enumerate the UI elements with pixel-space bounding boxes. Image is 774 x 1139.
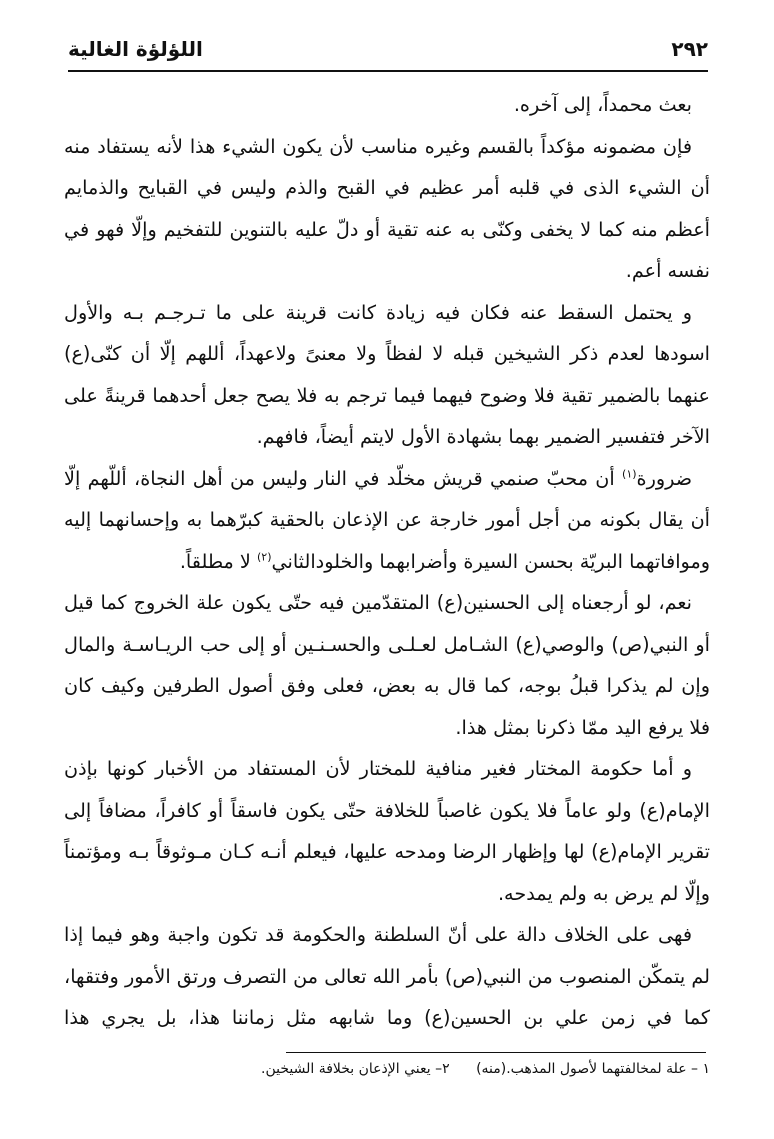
- paragraph-3: و يحتمل السقط عنه فكان فيه زيادة كانت قرينة على ما تـرجـم بـه والأول اسودها لعدم ذكر الشيخين قبله لا لفظاً ولا معنىً ولاعهداً، أللهم إلّا أن كنّى(ع) عنهما بالضمير تقية فلا وضوح فيهما فيما ترجم به فلا يصح جعل أحدهما قرينةً على الآخر فتفسير الضمير بهما بشهادة الأول لايتم أيضاً، فافهم.: [64, 300, 710, 448]
- footnote-1: ١ – علة لمخالفتهما لأصول المذهب.(منه): [476, 1061, 710, 1077]
- paragraph-1: بعث محمداً، إلى آخره.: [513, 93, 692, 116]
- paragraph-4: [64, 458, 710, 583]
- paragraph-5: نعم، لو أرجعناه إلى الحسنين(ع) المتقدّمين فيه حتّى يكون علة الخروج كما قيل أو النبي(ص) والوصي(ع) الشـامل لعـلـى والحسـنـين أو إلى حب الريـاسـة والمال وإن لم يذكرا قبلُ بوجه، كما قال به بعض، فعلى وفق أصول الطرفين وكيف كان فلا يرفع اليد ممّا ذكرنا بمثل هذا.: [64, 591, 710, 739]
- footnote-ref-1[interactable]: (١): [622, 467, 637, 481]
- paragraph-4-middle: أن محبّ صنمي قريش مخلّد في النار وليس من أهل النجاة، أللّهم إلّا أن يقال بكونه من أجل أمور خارجة عن الإذعان بالحقية كبرّهما به وإحسانهما إليه وموافاتهما البريّة بحسن السيرة وأضرابهما والخلودالثاني: [64, 466, 710, 573]
- paragraph-7: فهى على الخلاف دالة على أنّ السلطنة والحكومة قد تكون واجبة وهو فيما إذا لم يتمكّن المنصوب من النبي(ص) بأمر الله تعالى من التصرف ورتق الأمور وفتقها، كما في زمن علي بن الحسين(ع) وما شابهه مثل زماننا هذا، بل يجري هذا: [64, 923, 710, 1029]
- body-text: [64, 84, 710, 1039]
- book-title: اللؤلؤة الغالية: [68, 37, 203, 61]
- footnote-ref-2[interactable]: (٢): [256, 550, 272, 564]
- footnote-2: ٢– يعني الإذعان بخلافة الشيخين.: [261, 1061, 450, 1077]
- header-divider: [68, 70, 708, 72]
- running-header: [68, 30, 708, 68]
- paragraph-4-start: ضرورة: [636, 466, 692, 490]
- footnotes: [64, 1058, 710, 1080]
- paragraph-6: و أما حكومة المختار فغير منافية للمختار لأن المستفاد من الأخبار كونها بإذن الإمام(ع) ولو عاماً فلا يكون غاصباً للخلافة حتّى يكون فاسقاً أو كافراً، مضافاً إلى تقرير الإمام(ع) لها وإظهار الرضا ومدحه عليها، فيعلم أنـه كـان مـوثوقاً بـه ومؤتمناً وإلّا لم يرض به ولم يمدحه.: [64, 757, 710, 905]
- paragraph-2: فإن مضمونه مؤكداً بالقسم وغيره مناسب لأن يكون الشيء هذا لأنه يستفاد منه أن الشيء الذى في قلبه أمر عظيم في القبح والذم وليس في القبايح والذمايم أعظم منه كما لا يخفى وكنّى به عنه تقية أو دلّ عليه بالتنوين للتفخيم وإلّا فهو في نفسه أعم.: [64, 134, 710, 282]
- footnote-divider: [286, 1052, 706, 1053]
- paragraph-4-end: لا مطلقاً.: [179, 549, 257, 573]
- page-number: ٢٩٢: [671, 37, 708, 61]
